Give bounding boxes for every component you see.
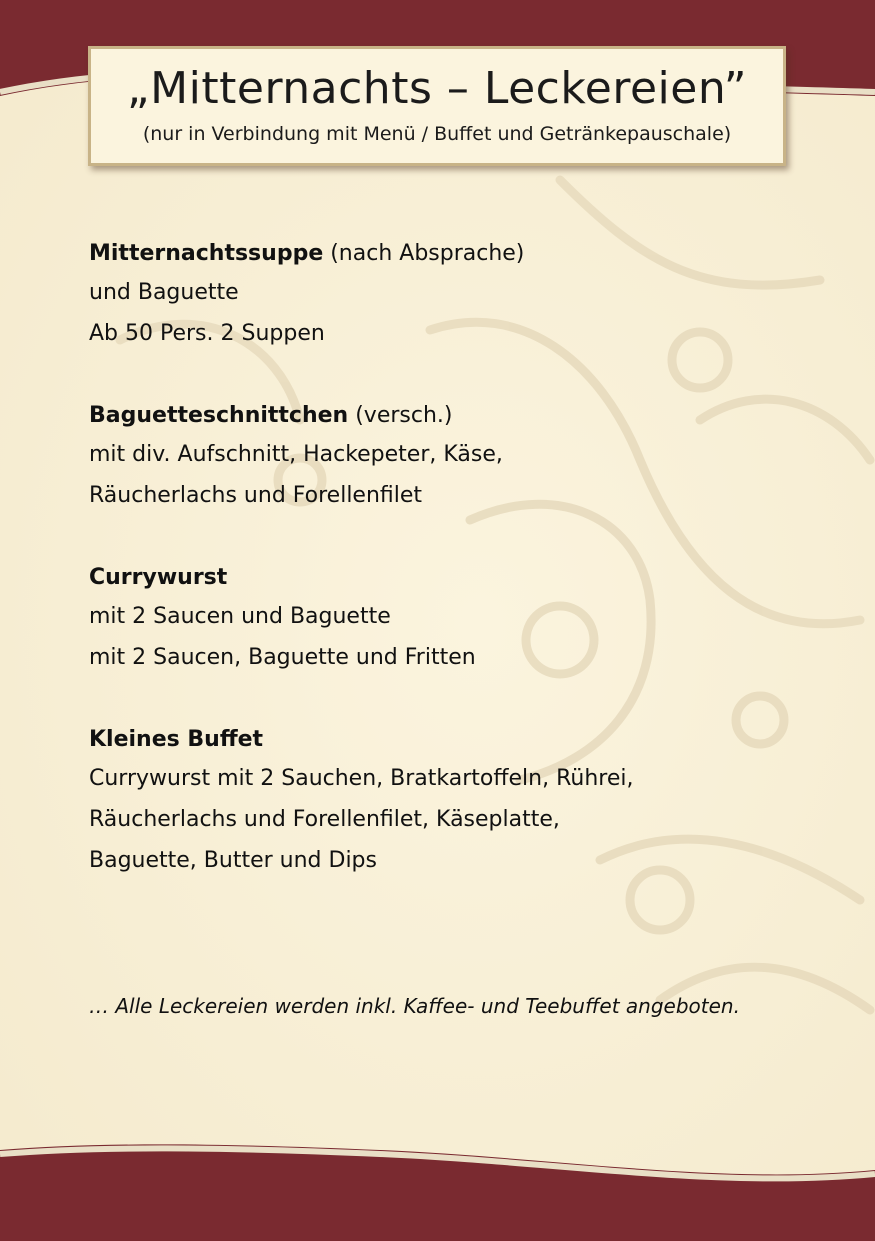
menu-item-line: Räucherlachs und Forellenfilet, Käseplatte, [89, 807, 560, 832]
menu-item-line: mit 2 Saucen und Baguette [89, 604, 391, 629]
menu-item-name: Mitternachtssuppe [89, 241, 324, 266]
menu-item-line: Currywurst mit 2 Sauchen, Bratkartoffeln, Rührei, [89, 766, 634, 791]
menu-item-name: Currywurst [89, 565, 228, 590]
footer-note: … Alle Leckereien werden inkl. Kaffee- und Teebuffet angeboten. [89, 994, 740, 1018]
menu-item-line: Räucherlachs und Forellenfilet [89, 483, 423, 508]
menu-item-line: mit div. Aufschnitt, Hackepeter, Käse, [89, 442, 503, 467]
menu-item-name: Baguetteschnittchen [89, 403, 349, 428]
menu-item-kleines-buffet [89, 722, 809, 881]
menu-item-line: und Baguette [89, 280, 239, 305]
title-box [88, 46, 786, 166]
menu-item-baguetteschnittchen [89, 398, 809, 516]
menu-item-line: Baguette, Butter und Dips [89, 848, 377, 873]
menu-item-mitternachtssuppe [89, 236, 809, 354]
menu-item-line: mit 2 Saucen, Baguette und Fritten [89, 645, 476, 670]
menu-item-line: Ab 50 Pers. 2 Suppen [89, 321, 325, 346]
menu-item-note: (versch.) [348, 403, 453, 428]
page-title: „Mitternachts – Leckereien” [126, 63, 748, 114]
menu-list [89, 236, 809, 925]
menu-item-currywurst [89, 560, 809, 678]
menu-item-name: Kleines Buffet [89, 727, 264, 752]
menu-item-note: (nach Absprache) [323, 241, 525, 266]
page-subtitle: (nur in Verbindung mit Menü / Buffet und Getränkepauschale) [142, 123, 732, 145]
